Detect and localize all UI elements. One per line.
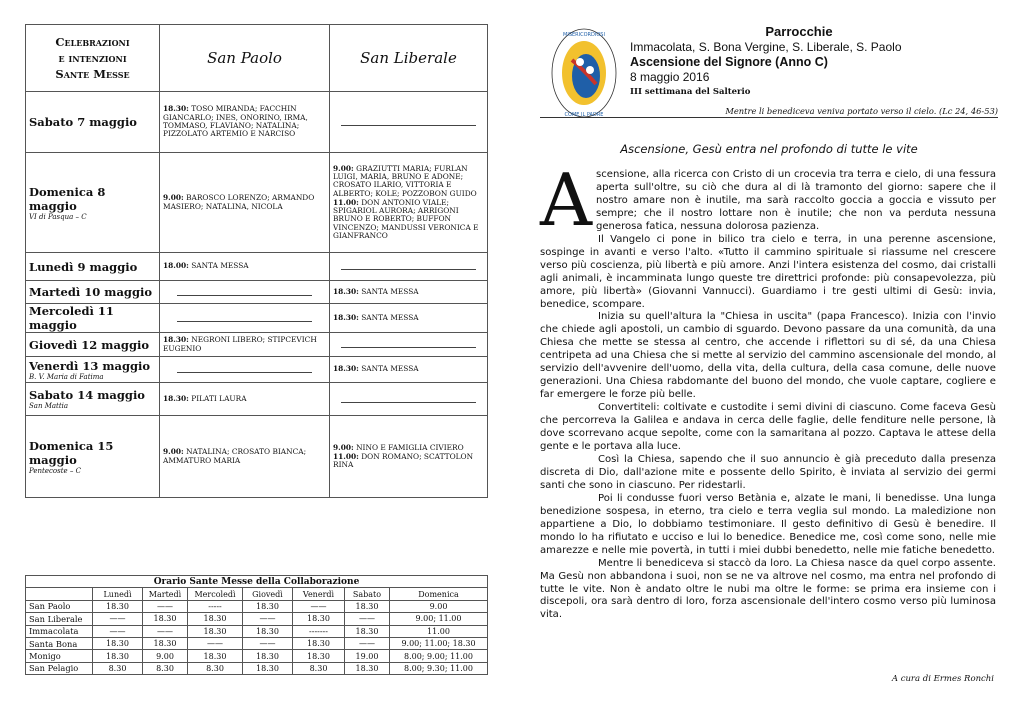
orari-table: [25, 575, 488, 675]
intentions-title: [26, 25, 160, 92]
intentions-row: [26, 253, 488, 281]
paragraph-text: Poi li condusse fuori verso Betània e, alzate le mani, li benedisse. Una lunga benedizione sospesa, in eterno, tra cielo e terra veglia sul mondo. La maledizione non appartiene a Dio, lo dobbiamo testimoniare. Il gesto definitivo di Gesù è benedire. Il mondo lo ha rifiutato e ucciso e lui lo benedice. Benedice me, così come sono, nelle mie amarezze e nelle mie povertà, in tutti i miei dubbi benedetto, nelle mie fatiche benedetto.: [540, 492, 996, 556]
paragraph-text: Il Vangelo ci pone in bilico tra cielo e terra, in una perenne ascensione, sospinge in avanti e verso l'alto. «Tutto il cammino spirituale si riassume nel crescere verso più coscienza, più libertà e più amore. Anzi l'intera esistenza del cosmo, dai cristalli agli animali, è incamminata lungo queste tre direttrici profonde: più consapevolezza, più amore, più libertà» (Giovanni Vannucci). Guardiamo i tre gesti ultimi di Gesù: invia, benedice, scompare.: [540, 233, 996, 310]
san-liberale-cell: [330, 357, 488, 383]
parish-name: San Liberale: [26, 613, 93, 625]
article-paragraph: [540, 311, 996, 402]
day-header: Sabato: [345, 588, 390, 600]
intentions-row: [26, 304, 488, 333]
mass-time: 18.30:: [333, 364, 359, 374]
mass-time-cell: 8.00; 9.00; 11.00: [390, 650, 488, 662]
mass-time-cell: ——: [345, 637, 390, 649]
mass-intention: [163, 395, 326, 403]
mass-time-cell: 18.30: [243, 662, 293, 674]
mass-time: 9.00:: [163, 447, 184, 457]
mass-time-cell: 18.30: [243, 650, 293, 662]
article-paragraph: [540, 493, 996, 558]
mass-time: 11.00:: [333, 197, 359, 207]
day-label: Giovedì 12 maggio: [29, 337, 150, 352]
mass-time-cell: 18.30: [293, 613, 345, 625]
paragraph-text: Così la Chiesa, sapendo che il suo annuncio è già preceduto dalla presenza discreta di Dio, dall'azione mite e possente dello Spirito, è inviata al servizio dei germi santi che sono in ciascuno. Per ridestarli.: [540, 453, 996, 491]
intentions-row: [26, 357, 488, 383]
intention-names: TOSO MIRANDA; FACCHIN GIANCARLO; INES, ONORINO, IRMA, TOMMASO, FLAVIANO; NATALINA; PIZZOLATO ARTEMIO E NARCISO: [163, 104, 308, 139]
mass-time-cell: 9.00: [390, 600, 488, 612]
mass-time: 18.30:: [163, 335, 189, 345]
mass-time: 18.30:: [163, 104, 189, 114]
svg-text:MISERICORDIOSI: MISERICORDIOSI: [563, 32, 605, 38]
mass-time-cell: 8.30: [188, 662, 243, 674]
parish-name: San Pelagio: [26, 662, 93, 674]
day-cell: [26, 304, 160, 333]
day-header: Giovedì: [243, 588, 293, 600]
mass-intention: [333, 288, 484, 296]
mass-intention: [333, 365, 484, 373]
mass-time-cell: 18.30: [143, 613, 188, 625]
intention-names: GRAZIUTTI MARIA; FURLAN LUIGI, MARIA, BRUNO E ADONE; CROSATO ILARIO, VITTORIA E ALBERTO; KOLE; POZZOBON GUIDO: [333, 163, 477, 198]
article-paragraph: [540, 454, 996, 493]
orari-row: [26, 600, 488, 612]
blank-line: [177, 315, 312, 322]
paragraph-text: Inizia su quell'altura la "Chiesa in uscita" (papa Francesco). Inizia con l'invio che chiede agli apostoli, un cambio di sguardo. Devono passare da una comunità, da una Chiesa che mette se stessa al centro, che accende i riflettori su di sé, da una Chiesa centripeta ad una Chiesa che si mette al servizio del cammino ascensionale del mondo, al servizio dell'avvenire dell'uomo, della vita, della cultura, della casa comune, delle nuove generazioni. Una Chiesa rabdomante del buono del mondo, che vuole captare, cogliere e far emergere le forze più belle.: [540, 311, 996, 401]
mass-time-cell: ——: [93, 625, 143, 637]
intention-names: NATALINA; CROSATO BIANCA; AMMATURO MARIA: [163, 447, 307, 465]
intentions-panel: [25, 24, 487, 498]
orari-days-row: [26, 588, 488, 600]
day-cell: [26, 357, 160, 383]
article-body: [540, 158, 996, 622]
day-label: Lunedì 9 maggio: [29, 259, 138, 274]
column-header-san-liberale: San Liberale: [330, 25, 488, 92]
mass-time: 9.00:: [163, 193, 184, 203]
san-liberale-cell: [330, 304, 488, 333]
intentions-header-row: [26, 25, 488, 92]
title-line-2: e intenzioni: [58, 51, 127, 65]
mass-time-cell: 8.00; 9.30; 11.00: [390, 662, 488, 674]
mass-time-cell: 18.30: [143, 637, 188, 649]
blank-line: [341, 263, 476, 270]
day-header: Mercoledì: [188, 588, 243, 600]
mass-time: 9.00:: [333, 163, 354, 173]
day-header: Venerdì: [293, 588, 345, 600]
intention-names: SANTA MESSA: [361, 364, 419, 374]
mass-time-cell: 18.30: [93, 600, 143, 612]
bulletin-header: [630, 24, 998, 97]
intention-names: SANTA MESSA: [191, 261, 249, 271]
intentions-row: [26, 92, 488, 153]
title-line-3: Sante Messe: [55, 67, 130, 81]
blank-line: [341, 341, 476, 348]
day-label: Martedì 10 maggio: [29, 285, 153, 299]
day-header: Martedì: [143, 588, 188, 600]
mass-time-cell: 9.00; 11.00: [390, 613, 488, 625]
article-title: Ascensione, Gesù entra nel profondo di tutte le vite: [620, 142, 918, 156]
paragraph-text: Mentre li benediceva si staccò da loro. La Chiesa nasce da quel corpo assente. Ma Gesù non abbandona i suoi, non se ne va altrove nel cosmo, ma entra nel profondo di tutte le vite. Non è andato oltre le nubi ma oltre le forme: se prima era insieme con i discepoli, ora sarà dentro di loro, forza ascensionale dell'intero cosmo verso più luminosa vita.: [540, 557, 996, 621]
blank-line: [177, 366, 312, 373]
intention-names: NINO E FAMIGLIA CIVIERO: [356, 442, 464, 452]
mass-time-cell: 8.30: [93, 662, 143, 674]
mass-time-cell: ——: [143, 600, 188, 612]
mass-time-cell: 18.30: [293, 637, 345, 649]
mass-time-cell: -----: [188, 600, 243, 612]
mass-intention: [333, 314, 484, 322]
mass-time-cell: 18.30: [243, 625, 293, 637]
drop-cap: A: [540, 158, 592, 242]
mass-time: 18.30:: [333, 312, 359, 322]
blank-line: [177, 289, 312, 296]
parish-names: Immacolata, S. Bona Vergine, S. Liberale, S. Paolo: [630, 40, 902, 54]
liturgical-note: San Mattia: [29, 402, 69, 410]
mass-time-cell: ——: [345, 613, 390, 625]
mass-time-cell: ——: [143, 625, 188, 637]
day-label: Venerdì 13 maggio: [29, 358, 151, 373]
san-paolo-cell: [160, 281, 330, 304]
intention-names: BAROSCO LORENZO; ARMANDO MASIERO; NATALINA, NICOLA: [163, 193, 315, 211]
orari-row: [26, 637, 488, 649]
intentions-row: [26, 153, 488, 253]
intention-names: SANTA MESSA: [361, 312, 419, 322]
san-liberale-cell: [330, 416, 488, 498]
day-cell: [26, 281, 160, 304]
day-cell: [26, 253, 160, 281]
orari-row: [26, 650, 488, 662]
mass-intention: [163, 194, 326, 211]
blank-line: [341, 119, 476, 126]
mass-intention: [333, 165, 484, 198]
mass-time-cell: ——: [188, 637, 243, 649]
san-liberale-cell: [330, 92, 488, 153]
day-cell: [26, 383, 160, 416]
day-label: Sabato 14 maggio: [29, 388, 145, 402]
san-paolo-cell: [160, 383, 330, 416]
day-header: Lunedì: [93, 588, 143, 600]
day-cell: [26, 333, 160, 357]
mass-intention: [333, 199, 484, 240]
day-label: Mercoledì 11 maggio: [29, 304, 114, 332]
mass-time-cell: 18.30: [345, 625, 390, 637]
mass-time-cell: 18.30: [345, 600, 390, 612]
san-paolo-cell: [160, 253, 330, 281]
paragraph-text: scensione, alla ricerca con Cristo di un crocevia tra terra e cielo, di una fessura aperta sull'oltre, su ciò che dura al di là tramonto del giorno: sapere che il nostro amare non è inutile, ma sarà raccolto goccia a goccia e vissuto per sempre; che il nostro lottare non è inutile; che non va perduta nessuna generosa fatica, nessuna dolorosa pazienza.: [596, 169, 996, 232]
mass-time-cell: 18.30: [293, 650, 345, 662]
title-line-1: Celebrazioni: [55, 35, 130, 49]
article-author: A cura di Ermes Ronchi: [891, 674, 994, 684]
article-paragraph: [540, 402, 996, 454]
gospel-quote: Mentre li benediceva veniva portato verso il cielo. (Lc 24, 46-53): [540, 106, 998, 118]
mass-time-cell: 18.30: [93, 637, 143, 649]
san-paolo-cell: [160, 92, 330, 153]
san-liberale-cell: [330, 281, 488, 304]
mass-time-cell: ——: [243, 637, 293, 649]
mass-time-cell: 18.30: [243, 600, 293, 612]
feast-title: Ascensione del Signore (Anno C): [630, 55, 828, 69]
san-paolo-cell: [160, 333, 330, 357]
intentions-row: [26, 333, 488, 357]
mass-intention: [163, 448, 326, 465]
mass-time-cell: 9.00; 11.00; 18.30: [390, 637, 488, 649]
mass-intention: [333, 444, 484, 452]
mass-time-cell: 19.00: [345, 650, 390, 662]
san-liberale-cell: [330, 333, 488, 357]
orari-title: Orario Sante Messe della Collaborazione: [26, 576, 488, 588]
san-liberale-cell: [330, 153, 488, 253]
mass-intention: [163, 336, 326, 353]
liturgical-note: VI di Pasqua – C: [29, 212, 87, 221]
blank-line: [341, 396, 476, 403]
day-label: Domenica 8 maggio: [29, 184, 106, 213]
mass-time: 18.30:: [163, 393, 189, 403]
intention-names: PILATI LAURA: [191, 393, 247, 403]
mass-intention: [163, 262, 326, 270]
liturgical-note: Pentecoste – C: [29, 466, 81, 475]
mass-time-cell: 18.30: [188, 650, 243, 662]
psalter-week: III settimana del Salterio: [630, 87, 751, 97]
svg-text:COME IL PADRE: COME IL PADRE: [564, 112, 604, 118]
liturgical-note: B. V. Maria di Fatima: [29, 372, 104, 381]
intentions-row: [26, 281, 488, 304]
bulletin-date: 8 maggio 2016: [630, 70, 710, 84]
san-liberale-cell: [330, 383, 488, 416]
orari-row: [26, 662, 488, 674]
article-paragraph: [540, 558, 996, 623]
day-label: Domenica 15 maggio: [29, 438, 114, 467]
parish-name: Monigo: [26, 650, 93, 662]
mass-time-cell: 9.00: [143, 650, 188, 662]
empty-corner: [26, 588, 93, 600]
parish-name: Immacolata: [26, 625, 93, 637]
mass-time-cell: 8.30: [293, 662, 345, 674]
mass-time-cell: ——: [293, 600, 345, 612]
mass-time-cell: 18.30: [188, 613, 243, 625]
mass-time: 11.00:: [333, 451, 359, 461]
day-cell: [26, 153, 160, 253]
mass-time: 9.00:: [333, 442, 354, 452]
mass-intention: [163, 105, 326, 138]
paragraph-text: Convertiteli: coltivate e custodite i semi divini di ciascuno. Come faceva Gesù che percorreva la Galilea e andava in cerca delle faglie, delle fenditure nelle persone, là dove scorrevano acque sepolte, come con la samaritana al pozzo. Captava le attese della gente e le portava alla luce.: [540, 402, 996, 453]
mass-time: 18.00:: [163, 261, 189, 271]
mass-time-cell: 18.30: [345, 662, 390, 674]
mass-time: 18.30:: [333, 286, 359, 296]
san-paolo-cell: [160, 304, 330, 333]
san-paolo-cell: [160, 357, 330, 383]
intention-names: NEGRONI LIBERO; STIPCEVICH EUGENIO: [163, 335, 317, 353]
intention-names: SANTA MESSA: [361, 286, 419, 296]
intentions-row: [26, 383, 488, 416]
mass-time-cell: 18.30: [188, 625, 243, 637]
intentions-row: [26, 416, 488, 498]
intention-names: DON ANTONIO VIALE; SPIGARIOL AURORA; ARRIGONI BRUNO E ROBERTO; BUFFON VINCENZO; MANDUSSI VERONICA E GIANFRANCO: [333, 197, 479, 241]
mass-time-cell: ——: [93, 613, 143, 625]
column-header-san-paolo: San Paolo: [160, 25, 330, 92]
intention-names: DON ROMANO; SCATTOLON RINA: [333, 451, 474, 470]
orari-panel: [25, 575, 487, 675]
orari-row: [26, 613, 488, 625]
mass-time-cell: 8.30: [143, 662, 188, 674]
mass-time-cell: 11.00: [390, 625, 488, 637]
day-header: Domenica: [390, 588, 488, 600]
parish-name: Santa Bona: [26, 637, 93, 649]
intentions-table: [25, 24, 488, 498]
article-paragraph: [540, 234, 996, 312]
mass-time-cell: -------: [293, 625, 345, 637]
mass-time-cell: 18.30: [93, 650, 143, 662]
day-cell: [26, 416, 160, 498]
day-cell: [26, 92, 160, 153]
san-paolo-cell: [160, 153, 330, 253]
mass-intention: [333, 453, 484, 470]
article-paragraph: [540, 158, 996, 242]
parish-name: San Paolo: [26, 600, 93, 612]
orari-row: [26, 625, 488, 637]
san-paolo-cell: [160, 416, 330, 498]
parrocchie-title: Parrocchie: [765, 24, 833, 39]
san-liberale-cell: [330, 253, 488, 281]
mass-time-cell: ——: [243, 613, 293, 625]
day-label: Sabato 7 maggio: [29, 115, 137, 129]
